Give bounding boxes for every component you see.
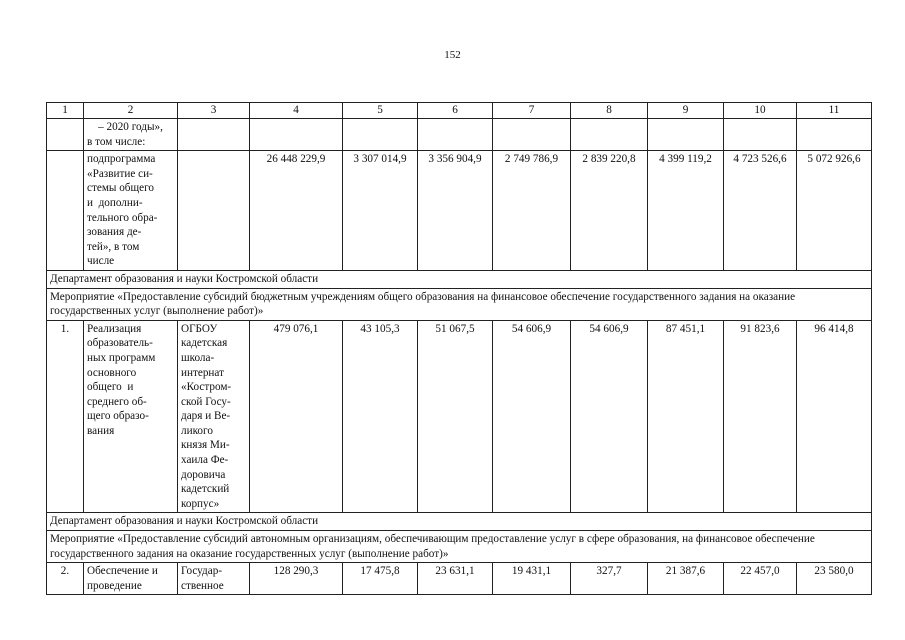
department-row — [47, 270, 872, 288]
value-cell: 4 723 526,6 — [724, 151, 797, 271]
value-cell: 51 067,5 — [418, 320, 493, 513]
row-number: 2. — [47, 563, 84, 595]
value-cell: 26 448 229,9 — [250, 151, 343, 271]
value-cell: 2 839 220,8 — [571, 151, 648, 271]
table-row-item-2 — [47, 563, 872, 595]
value-cell: 479 076,1 — [250, 320, 343, 513]
item-name-cell: Реализация образователь- ных программ основного общего и среднего об- щего образо- вания — [84, 320, 178, 513]
row-number: 1. — [47, 320, 84, 513]
value-cell: 23 580,0 — [797, 563, 872, 595]
column-header: 7 — [493, 103, 571, 119]
page-number: 152 — [444, 49, 461, 61]
column-header: 3 — [178, 103, 250, 119]
value-cell: 3 307 014,9 — [343, 151, 418, 271]
table-row-subprogram — [47, 151, 872, 271]
value-cell: 96 414,8 — [797, 320, 872, 513]
measure-row — [47, 288, 872, 320]
column-header: 10 — [724, 103, 797, 119]
header-row — [47, 103, 872, 119]
department-heading: Департамент образования и науки Костромской области — [47, 270, 872, 288]
value-cell: 3 356 904,9 — [418, 151, 493, 271]
column-header: 9 — [648, 103, 724, 119]
value-cell: 128 290,3 — [250, 563, 343, 595]
value-cell: 23 631,1 — [418, 563, 493, 595]
value-cell: 22 457,0 — [724, 563, 797, 595]
budget-table — [46, 102, 872, 595]
column-header: 6 — [418, 103, 493, 119]
column-header: 8 — [571, 103, 648, 119]
value-cell: 54 606,9 — [571, 320, 648, 513]
executor-cell: Государ- ственное — [178, 563, 250, 595]
value-cell: 2 749 786,9 — [493, 151, 571, 271]
value-cell: 17 475,8 — [343, 563, 418, 595]
department-row — [47, 513, 872, 531]
program-period-cell: – 2020 годы», в том числе: — [84, 119, 178, 151]
value-cell: 43 105,3 — [343, 320, 418, 513]
executor-cell: ОГБОУ кадетская школа- интернат «Костром- ской Госу- даря и Ве- ликого князя Ми- хаила Фе- доровича кадетский корпус» — [178, 320, 250, 513]
measure-heading: Мероприятие «Предоставление субсидий автономным организациям, обеспечивающим предоставление услуг в сфере образования, на финансовое обеспечение государственного задания на оказание государственных услуг (выполнение работ)» — [47, 531, 872, 563]
column-header: 2 — [84, 103, 178, 119]
value-cell: 54 606,9 — [493, 320, 571, 513]
value-cell: 87 451,1 — [648, 320, 724, 513]
table-row-item-1 — [47, 320, 872, 513]
measure-heading: Мероприятие «Предоставление субсидий бюджетным учреждениям общего образования на финансовое обеспечение государственного задания на оказание государственных услуг (выполнение работ)» — [47, 288, 872, 320]
subprogram-name-cell: подпрограмма «Развитие си- стемы общего и дополни- тельного обра- зования де- тей», в том числе — [84, 151, 178, 271]
item-name-cell: Обеспечение и проведение — [84, 563, 178, 595]
column-header: 4 — [250, 103, 343, 119]
value-cell: 19 431,1 — [493, 563, 571, 595]
column-header: 1 — [47, 103, 84, 119]
value-cell: 21 387,6 — [648, 563, 724, 595]
department-heading: Департамент образования и науки Костромской области — [47, 513, 872, 531]
table-row-continuation — [47, 119, 872, 151]
value-cell: 5 072 926,6 — [797, 151, 872, 271]
measure-row — [47, 531, 872, 563]
value-cell: 91 823,6 — [724, 320, 797, 513]
value-cell: 327,7 — [571, 563, 648, 595]
value-cell: 4 399 119,2 — [648, 151, 724, 271]
column-header: 11 — [797, 103, 872, 119]
column-header: 5 — [343, 103, 418, 119]
